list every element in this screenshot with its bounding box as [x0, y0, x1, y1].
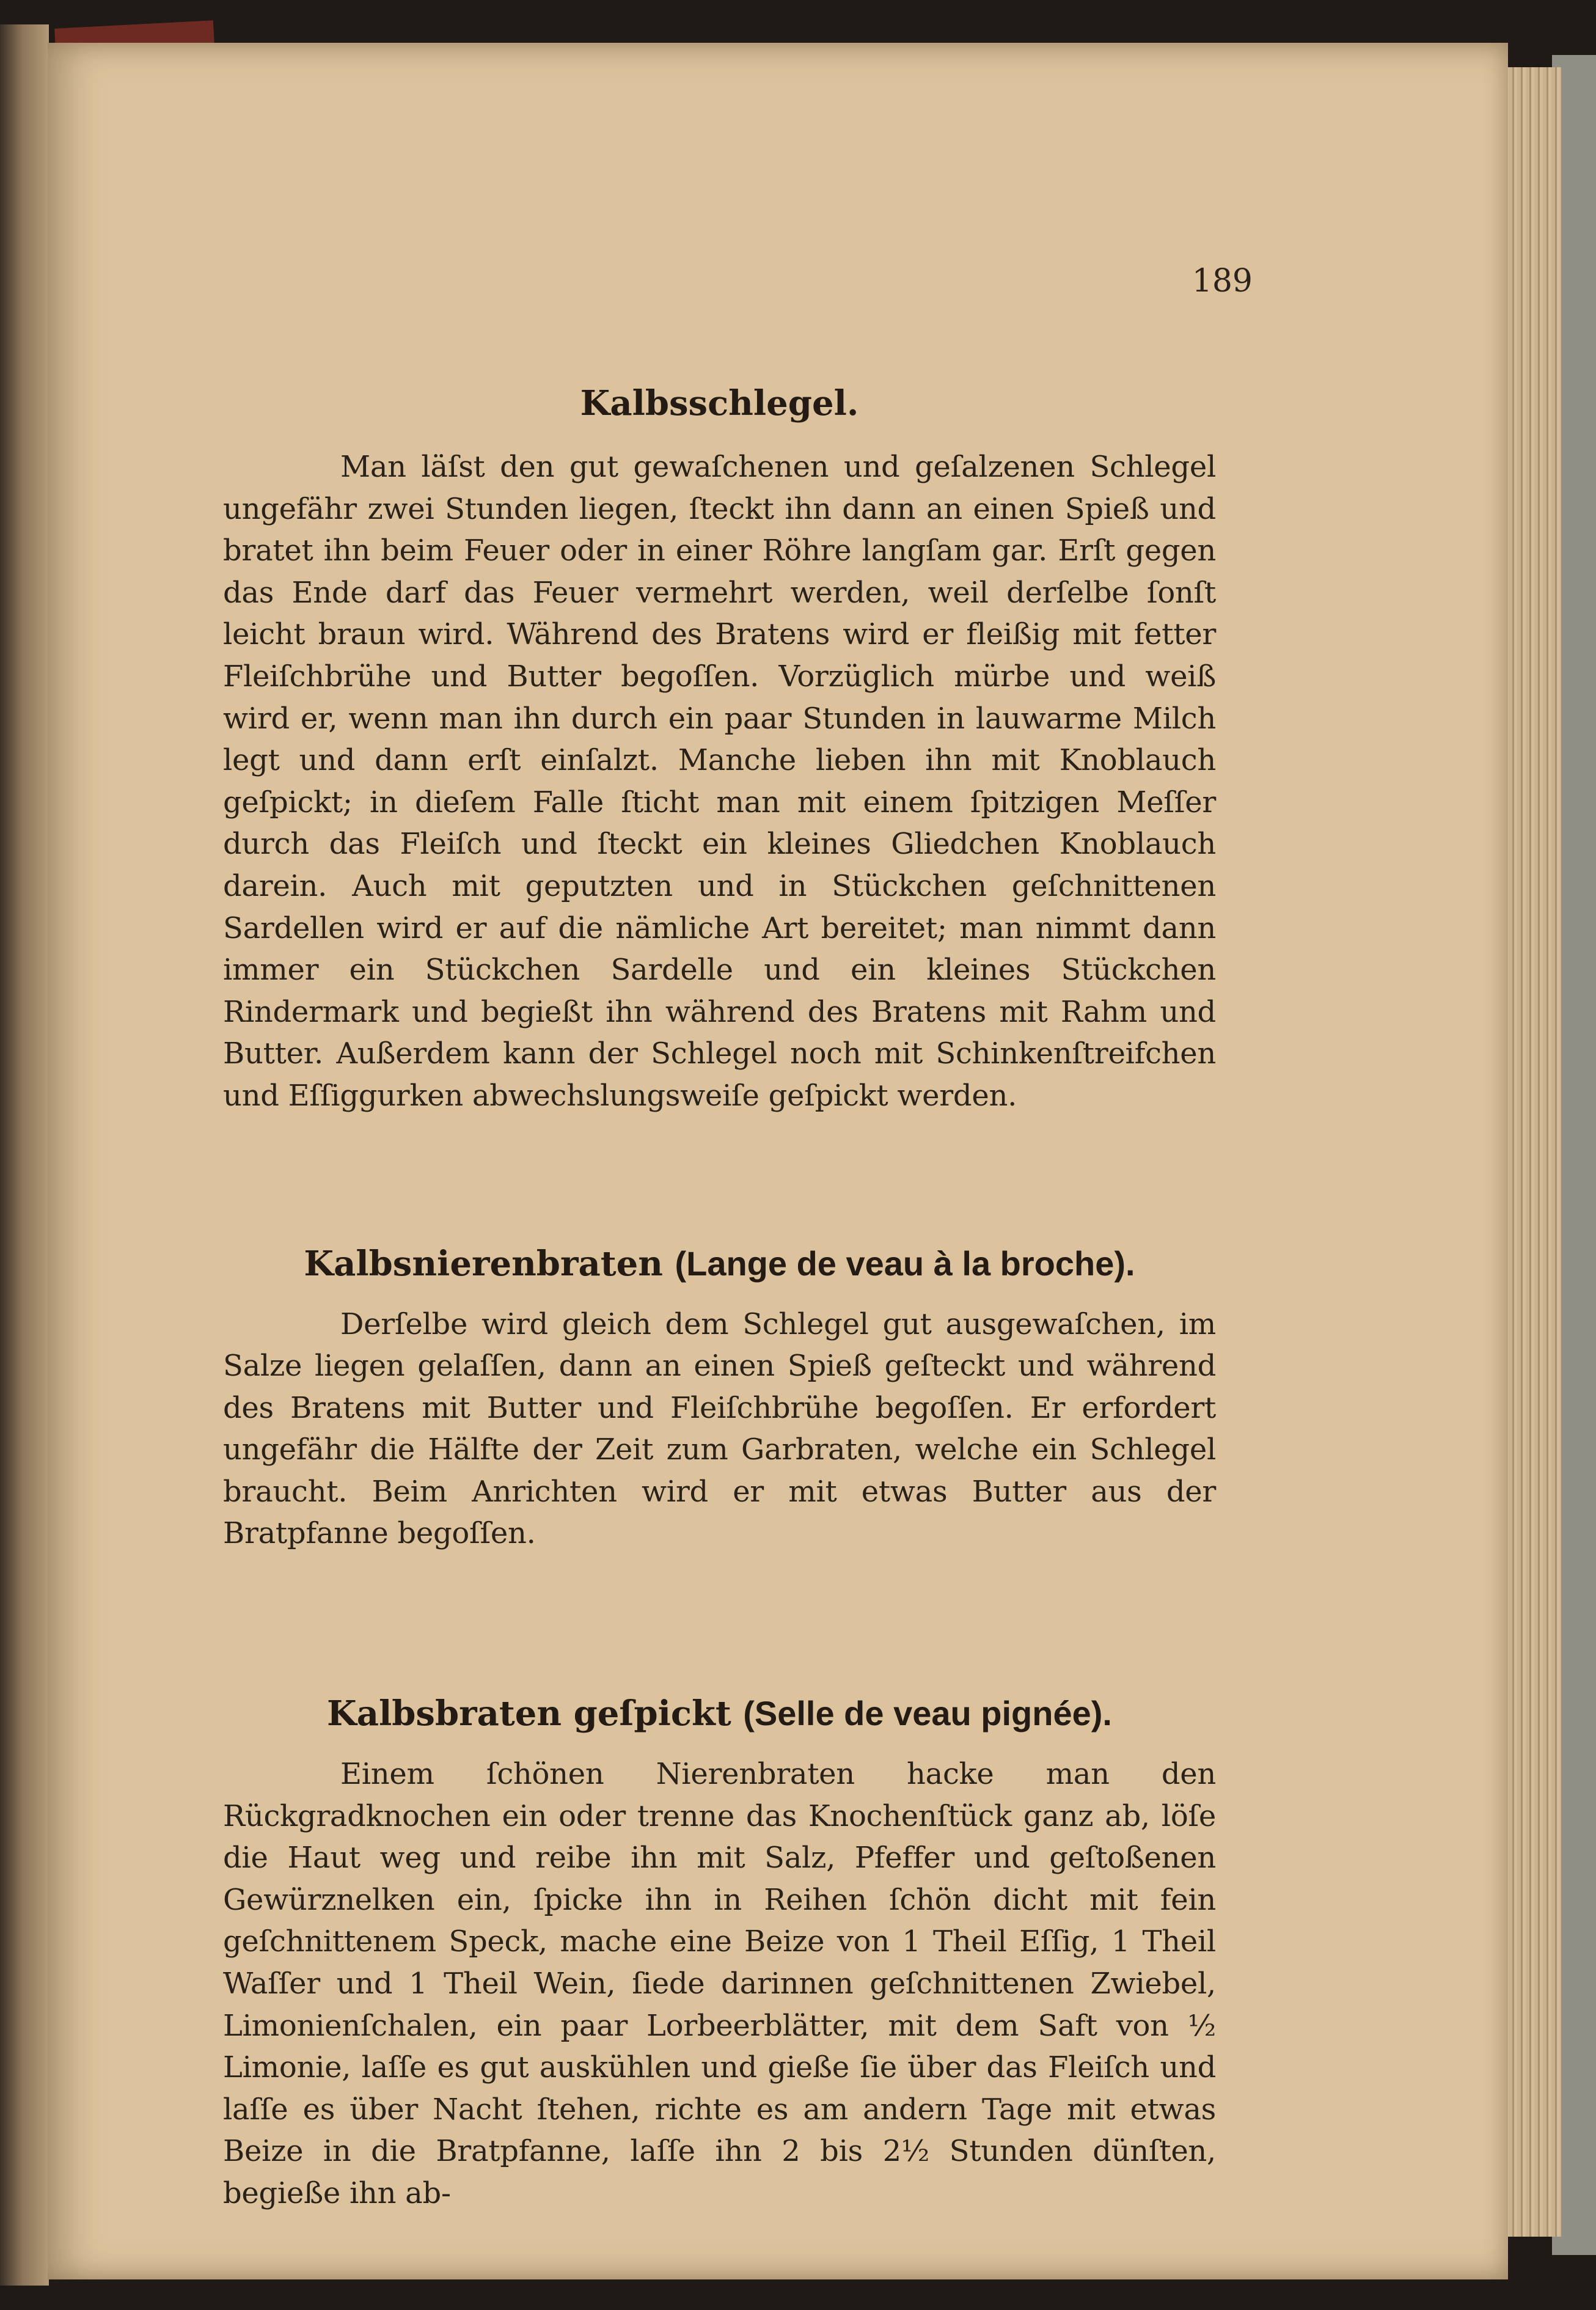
section-title-main: Kalbsbraten geſpickt — [327, 1693, 731, 1734]
section-title-french: (Selle de veau pignée). — [743, 1694, 1112, 1733]
section-title — [223, 1689, 1216, 1738]
section-title — [223, 379, 1216, 428]
section-title-french: (Lange de veau à la broche). — [675, 1244, 1135, 1283]
page-content — [223, 330, 1216, 2215]
section-title-main: Kalbsnierenbraten — [304, 1243, 663, 1284]
section-kalbsbraten-gespickt — [223, 1689, 1216, 2215]
section-kalbsnierenbraten — [223, 1239, 1216, 1555]
section-body: Einem ſchönen Nierenbraten hacke man den Rückgradknochen ein oder trenne das Knochenſtück ganz ab, löſe die Haut weg und reibe ihn mit Salz, Pfeffer und geſtoßenen Gewürznelken ein, ſpicke ihn in Reihen ſchön dicht mit fein geſchnittenem Speck, mache eine Beize von 1 Theil Eſſig, 1 Theil Waſſer und 1 Theil Wein, ſiede darinnen geſchnittenen Zwiebel, Limonienſchalen, ein paar Lorbeerblätter, mit dem Saft von ½ Limonie, laſſe es gut auskühlen und gieße ſie über das Fleiſch und laſſe es über Nacht ſtehen, richte es am andern Tage mit etwas Beize in die Bratpfanne, laſſe ihn 2 bis 2½ Stunden dünſten, begieße ihn ab- — [223, 1757, 1216, 2210]
section-title-main: Kalbsschlegel. — [580, 383, 859, 424]
left-page-edge — [0, 24, 49, 2286]
section-body: Derſelbe wird gleich dem Schlegel gut ausgewaſchen, im Salze liegen gelaſſen, dann an einen Spieß geſteckt und während des Bratens mit Butter und Fleiſchbrühe begoſſen. Er erfordert ungefähr die Hälfte der Zeit zum Garbraten, welche ein Schlegel braucht. Beim Anrichten wird er mit etwas Butter aus der Bratpfanne begoſſen. — [223, 1307, 1216, 1551]
page-number: 189 — [1192, 263, 1253, 299]
section-title — [223, 1239, 1216, 1288]
section-body: Man läſst den gut gewaſchenen und geſalzenen Schlegel ungefähr zwei Stunden liegen, ſteckt ihn dann an einen Spieß und bratet ihn beim Feuer oder in einer Röhre langſam gar. Erſt gegen das Ende darf das Feuer vermehrt werden, weil derſelbe ſonſt leicht braun wird. Während des Bratens wird er fleißig mit fetter Fleiſchbrühe und Butter begoſſen. Vorzüglich mürbe und weiß wird er, wenn man ihn durch ein paar Stunden in lauwarme Milch legt und dann erſt einſalzt. Manche lieben ihn mit Knoblauch geſpickt; in dieſem Falle ſticht man mit einem ſpitzigen Meſſer durch das Fleiſch und ſteckt ein kleines Gliedchen Knoblauch darein. Auch mit geputzten und in Stückchen geſchnittenen Sardellen wird er auf die nämliche Art bereitet; man nimmt dann immer ein Stückchen Sardelle und ein kleines Stückchen Rindermark und begießt ihn während des Bratens mit Rahm und Butter. Außerdem kann der Schlegel noch mit Schinkenſtreifchen und Eſſiggurken abwechslungsweiſe geſpickt werden. — [223, 450, 1216, 1113]
page-stack-edges — [1500, 67, 1561, 2237]
section-kalbsschlegel — [223, 379, 1216, 1117]
